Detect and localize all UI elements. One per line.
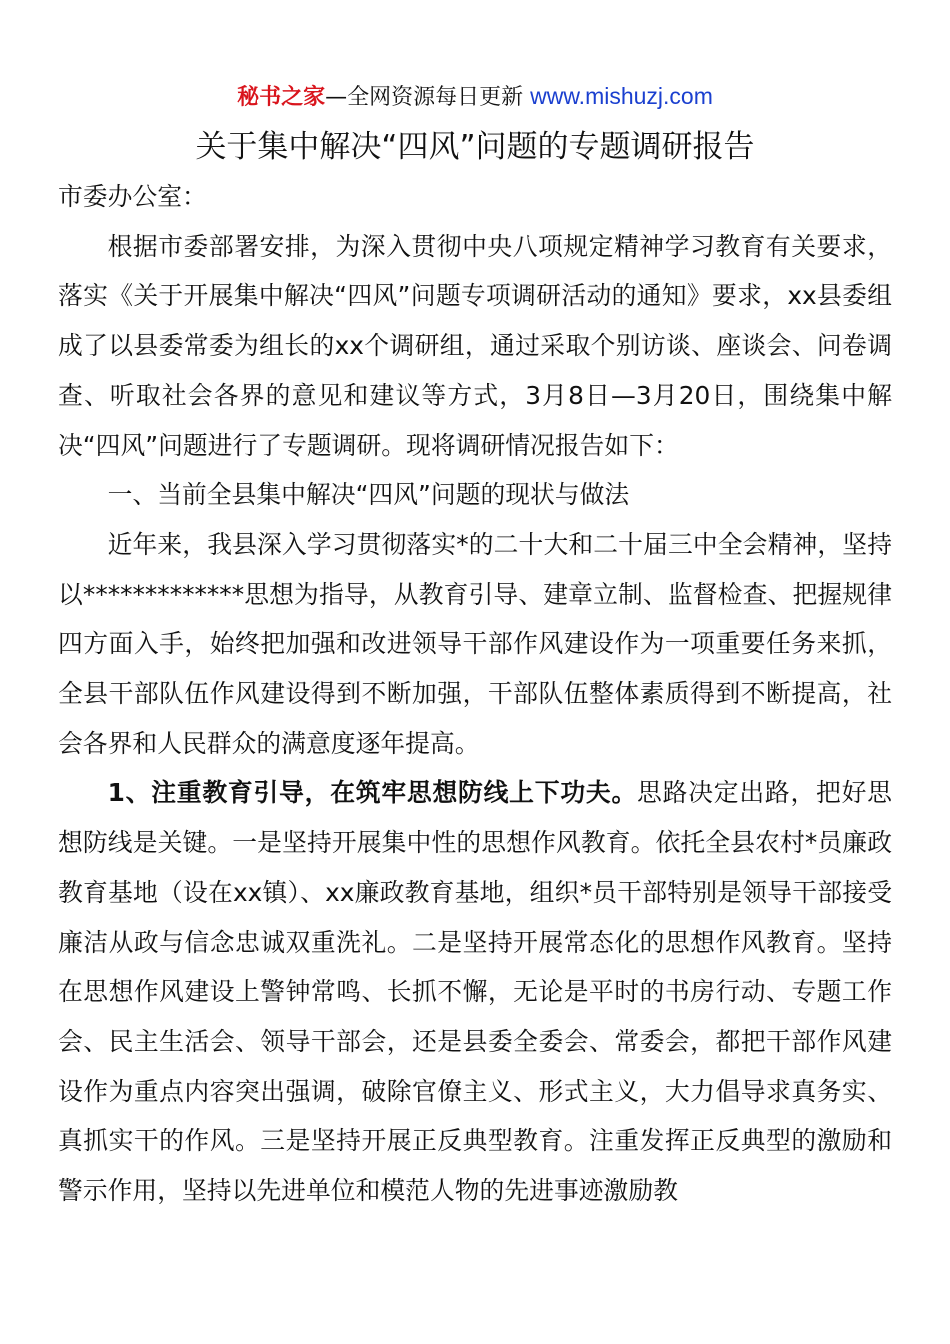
subsection-body: 思路决定出路，把好思想防线是关键。一是坚持开展集中性的思想作风教育。依托全县农村*员廉政教育基地（设在xx镇）、xx廉政教育基地，组织*员干部特别是领导干部接受廉洁从政与信念忠诚双重洗礼。二是坚持开展常态化的思想作风教育。坚持在思想作风建设上警钟常鸣、长抓不懈，无论是平时的书房行动、专题工作会、民主生活会、领导干部会，还是县委全委会、常委会，都把干部作风建设作为重点内容突出强调，破除官僚主义、形式主义，大力倡导求真务实、真抓实干的作风。三是坚持开展正反典型教育。注重发挥正反典型的激励和警示作用，坚持以先进单位和模范人物的先进事迹激励教 bbox=[58, 778, 892, 1206]
site-banner bbox=[0, 80, 950, 114]
paragraph-intro: 根据市委部署安排，为深入贯彻中央八项规定精神学习教育有关要求，落实《关于开展集中解决“四风”问题专项调研活动的通知》要求，xx县委组成了以县委常委为组长的xx个调研组，通过采取个别访谈、座谈会、问卷调查、听取社会各界的意见和建议等方式，3月8日—3月20日，围绕集中解决“四风”问题进行了专题调研。现将调研情况报告如下： bbox=[58, 231, 892, 460]
section-heading: 一、当前全县集中解决“四风”问题的现状与做法 bbox=[107, 480, 630, 510]
site-url[interactable]: www.mishuzj.com bbox=[530, 83, 713, 109]
salutation: 市委办公室： bbox=[58, 182, 207, 211]
site-name: 秘书之家 bbox=[237, 85, 326, 110]
site-slogan: —全网资源每日更新 bbox=[325, 85, 531, 110]
subsection-heading: 1、注重教育引导，在筑牢思想防线上下功夫。 bbox=[107, 778, 638, 808]
document-body bbox=[58, 172, 892, 1216]
paragraph-section-1 bbox=[58, 768, 892, 1215]
document-title: 关于集中解决“四风”问题的专题调研报告 bbox=[195, 129, 755, 165]
paragraph-overview: 近年来，我县深入学习贯彻落实*的二十大和二十届三中全会精神，坚持以*************思想为指导，从教育引导、建章立制、监督检查、把握规律四方面入手，始终把加强和改进领导干部作风建设作为一项重要任务来抓，全县干部队伍作风建设得到不断加强，干部队伍整体素质得到不断提高，社会各界和人民群众的满意度逐年提高。 bbox=[58, 529, 892, 758]
